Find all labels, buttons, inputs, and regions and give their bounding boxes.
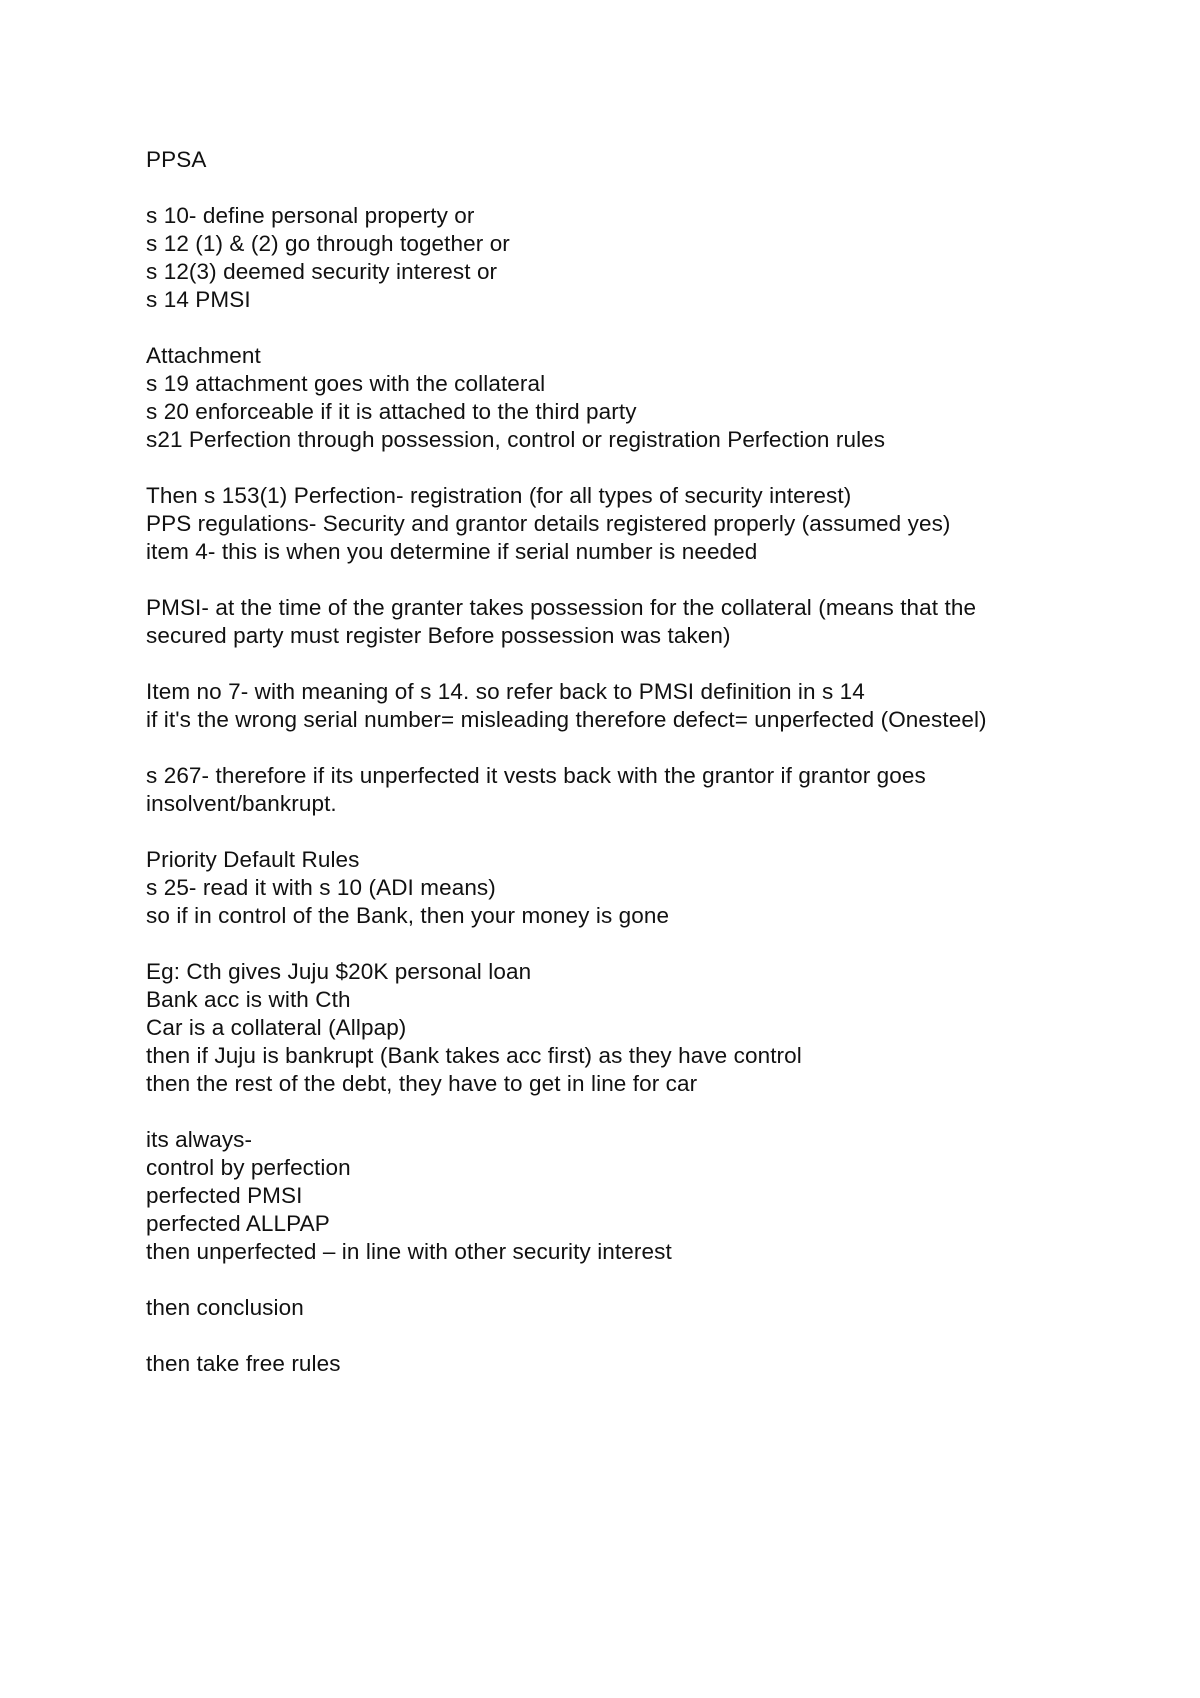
text-line: then conclusion	[146, 1295, 304, 1320]
section-heading: Attachment	[146, 343, 261, 368]
text-line: s21 Perfection through possession, control or registration Perfection rules	[146, 427, 886, 452]
text-line: then take free rules	[146, 1351, 341, 1376]
text-line: item 4- this is when you determine if serial number is needed	[146, 539, 758, 564]
text-line: if it's the wrong serial number= misleading therefore defect= unperfected (Onesteel)	[146, 707, 987, 732]
text-line: Item no 7- with meaning of s 14. so refer back to PMSI definition in s 14	[146, 679, 865, 704]
conclusion-paragraph	[146, 1294, 1106, 1322]
text-line: Then s 153(1) Perfection- registration (for all types of security interest)	[146, 483, 852, 508]
definitions-paragraph	[146, 202, 1106, 314]
text-line: Bank acc is with Cth	[146, 987, 351, 1012]
text-line: s 267- therefore if its unperfected it vests back with the grantor if grantor goes	[146, 763, 926, 788]
order-paragraph	[146, 1126, 1106, 1266]
text-line: Eg: Cth gives Juju $20K personal loan	[146, 959, 532, 984]
text-line: s 20 enforceable if it is attached to the third party	[146, 399, 637, 424]
section-heading: Priority Default Rules	[146, 847, 360, 872]
text-line: PPS regulations- Security and grantor details registered properly (assumed yes)	[146, 511, 951, 536]
text-line: control by perfection	[146, 1155, 351, 1180]
text-line: then if Juju is bankrupt (Bank takes acc first) as they have control	[146, 1043, 802, 1068]
text-line: then the rest of the debt, they have to get in line for car	[146, 1071, 698, 1096]
text-line: insolvent/bankrupt.	[146, 791, 337, 816]
example-paragraph	[146, 958, 1106, 1098]
text-line: PMSI- at the time of the granter takes possession for the collateral (means that the	[146, 595, 977, 620]
document-title: PPSA	[146, 147, 207, 172]
text-line: s 12(3) deemed security interest or	[146, 259, 498, 284]
text-line: perfected ALLPAP	[146, 1211, 330, 1236]
text-line: so if in control of the Bank, then your money is gone	[146, 903, 670, 928]
text-line: perfected PMSI	[146, 1183, 303, 1208]
text-line: s 12 (1) & (2) go through together or	[146, 231, 510, 256]
text-line: s 14 PMSI	[146, 287, 251, 312]
text-line: its always-	[146, 1127, 253, 1152]
item-7-paragraph	[146, 678, 1106, 734]
pmsi-paragraph	[146, 594, 1106, 650]
registration-paragraph	[146, 482, 1106, 566]
text-line: secured party must register Before possession was taken)	[146, 623, 731, 648]
take-free-paragraph	[146, 1350, 1106, 1378]
text-line: then unperfected – in line with other security interest	[146, 1239, 672, 1264]
text-line: s 10- define personal property or	[146, 203, 475, 228]
s267-paragraph	[146, 762, 1106, 818]
attachment-paragraph	[146, 342, 1106, 454]
priority-paragraph	[146, 846, 1106, 930]
text-line: s 25- read it with s 10 (ADI means)	[146, 875, 496, 900]
text-line: Car is a collateral (Allpap)	[146, 1015, 407, 1040]
document-body	[146, 146, 1106, 1378]
text-line: s 19 attachment goes with the collateral	[146, 371, 546, 396]
title-paragraph	[146, 146, 1106, 174]
